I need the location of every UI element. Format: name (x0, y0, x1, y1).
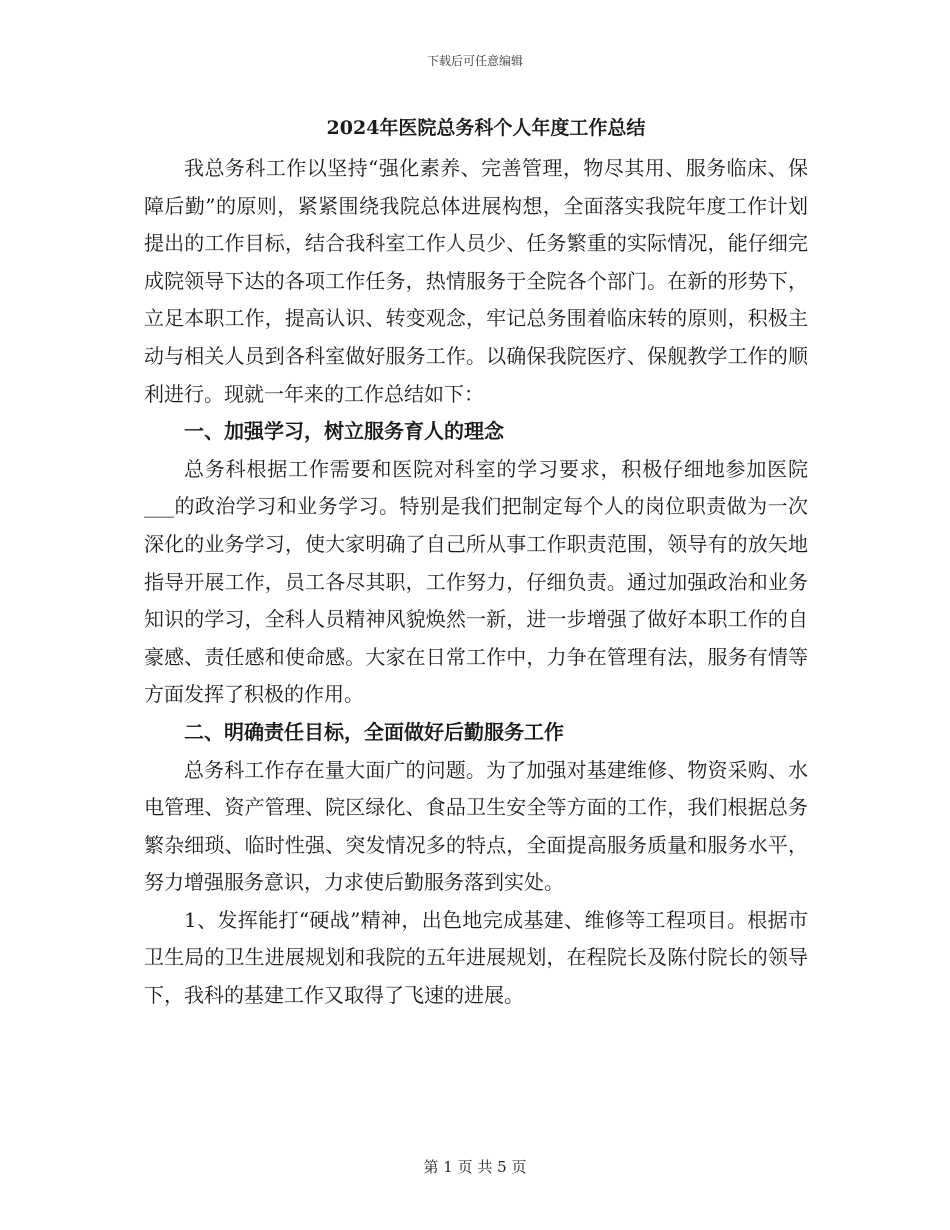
section-2-item-1: 1、发挥能打“硬战”精神，出色地完成基建、维修等工程项目。根据市卫生局的卫生进展规划和我院的五年进展规划，在程院长及陈付院长的领导下，我科的基建工作又取得了飞速的进展。 (144, 907, 808, 1008)
section-heading-2: 二、明确责任目标，全面做好后勤服务工作 (184, 719, 564, 744)
intro-paragraph: 我总务科工作以坚持“强化素养、完善管理，物尽其用、服务临床、保障后勤”的原则，紧紧围绕我院总体进展构想，全面落实我院年度工作计划提出的工作目标，结合我科室工作人员少、任务繁重的实际情况，能仔细完成院领导下达的各项工作任务，热情服务于全院各个部门。在新的形势下，立足本职工作，提高认识、转变观念，牢记总务围着临床转的原则，积极主动与相关人员到各科室做好服务工作。以确保我院医疗、保舰教学工作的顺利进行。现就一年来的工作总结如下： (144, 156, 808, 406)
page-header-note: 下载后可任意编辑 (426, 54, 523, 68)
document-body (144, 112, 808, 1015)
section-1-paragraph: 总务科根据工作需要和医院对科室的学习要求，积极仔细地参加医院___的政治学习和业务学习。特别是我们把制定每个人的岗位职责做为一次深化的业务学习，使大家明确了自己所从事工作职责范围，领导有的放矢地指导开展工作，员工各尽其职，工作努力，仔细负责。通过加强政治和业务知识的学习，全科人员精神风貌焕然一新，进一步增强了做好本职工作的自豪感、责任感和使命感。大家在日常工作中，力争在管理有法，服务有情等方面发挥了积极的作用。 (144, 456, 808, 707)
section-2-paragraph: 总务科工作存在量大面广的问题。为了加强对基建维修、物资采购、水电管理、资产管理、院区绿化、食品卫生安全等方面的工作，我们根据总务繁杂细琐、临时性强、突发情况多的特点，全面提高服务质量和服务水平，努力增强服务意识，力求使后勤服务落到实处。 (144, 757, 808, 895)
document-title: 2024年医院总务科个人年度工作总结 (326, 117, 646, 139)
page-number: 第 1 页 共 5 页 (423, 1158, 527, 1176)
section-heading-1: 一、加强学习，树立服务育人的理念 (184, 419, 504, 444)
